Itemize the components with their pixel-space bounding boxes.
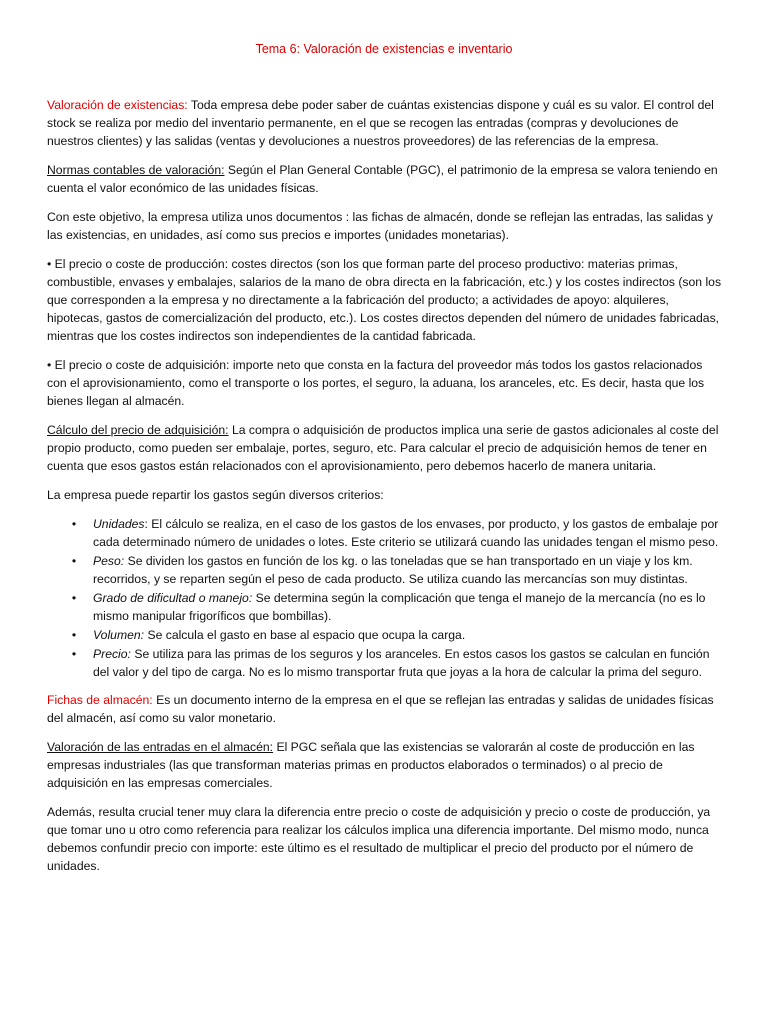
- paragraph-fichas-almacen: [47, 691, 723, 727]
- criterion-term: Volumen:: [93, 628, 145, 642]
- bullet-icon: •: [71, 517, 77, 531]
- paragraph-calculo-adquisicion: [47, 421, 723, 475]
- paragraph-precio-produccion: • El precio o coste de producción: costes directos (son los que forman parte del proceso productivo: materias primas, combustible, envases y embalajes, salarios de la mano de obra directa en la fabricación, etc.) y los costes indirectos (son los que corresponden a la empresa y no directamente a la fabricación del producto; a actividades de apoyo: alquileres, hipotecas, gastos de comercialización del producto, etc.). Los costes directos dependen del número de unidades fabricadas, mientras que los costes indirectos son independientes de la cantidad fabricada.: [47, 257, 722, 343]
- paragraph-valoracion-entradas: [47, 738, 723, 792]
- page-title: Tema 6: Valoración de existencias e inventario: [255, 42, 513, 56]
- document-body: [47, 96, 723, 886]
- bullet-icon: •: [71, 628, 77, 642]
- paragraph-criterios-intro: La empresa puede repartir los gastos según diversos criterios:: [47, 488, 384, 502]
- criterion-separator: :: [144, 517, 152, 531]
- list-item: [47, 626, 723, 644]
- list-item: [47, 552, 723, 588]
- paragraph-objetivo: Con este objetivo, la empresa utiliza unos documentos : las fichas de almacén, donde se reflejan las entradas, las salidas y las existencias, en unidades, así como sus precios e importes (unidades monetarias).: [47, 210, 713, 242]
- bullet-icon: •: [71, 591, 77, 605]
- criterion-text: Se utiliza para las primas de los seguros y los aranceles. En estos casos los gastos se calculan en función del valor y del tipo de carga. No es lo mismo transportar fruta que joyas a la hora de calcular la prima del seguro.: [93, 647, 710, 679]
- heading-valoracion-existencias: Valoración de existencias:: [47, 98, 188, 112]
- heading-valoracion-entradas: Valoración de las entradas en el almacén:: [47, 740, 274, 754]
- criterion-text: El cálculo se realiza, en el caso de los gastos de los envases, por producto, y los gastos de embalaje por cada determinado número de unidades o lotes. Este criterio se utilizará cuando las unidades tengan el mismo peso.: [93, 517, 719, 549]
- heading-calculo-adquisicion: Cálculo del precio de adquisición:: [47, 423, 229, 437]
- paragraph-text: El PGC señala que las existencias se valorarán al coste de producción en las empresas industriales (las que transforman materias primas en productos elaborados o terminados) o al precio de adquisición en las empresas comerciales.: [47, 740, 695, 790]
- paragraph-text: Es un documento interno de la empresa en el que se reflejan las entradas y salidas de unidades físicas del almacén, así como su valor monetario.: [47, 693, 714, 725]
- paragraph-precio-adquisicion: • El precio o coste de adquisición: importe neto que consta en la factura del proveedor más todos los gastos relacionados con el aprovisionamiento, como el transporte o los portes, el seguro, la aduana, los aranceles, etc. Es decir, hasta que los bienes llegan al almacén.: [47, 358, 705, 408]
- paragraph-diferencia-precio: Además, resulta crucial tener muy clara la diferencia entre precio o coste de adquisición y precio o coste de producción, ya que tomar uno u otro como referencia para realizar los cálculos implica una diferencia importante. Del mismo modo, nunca debemos confundir precio con importe: este último es el resultado de multiplicar el precio del producto por el número de unidades.: [47, 805, 711, 873]
- paragraph-text: La compra o adquisición de productos implica una serie de gastos adicionales al coste del propio producto, como pueden ser embalaje, portes, seguro, etc. Para calcular el precio de adquisición hemos de tener en cuenta que esos gastos están relacionados con el aprovisionamiento, pero debemos hacerlo de manera unitaria.: [47, 423, 719, 473]
- list-item: [47, 515, 723, 551]
- paragraph-text: Según el Plan General Contable (PGC), el patrimonio de la empresa se valora teniendo en cuenta el valor económico de las unidades físicas.: [47, 163, 718, 195]
- bullet-icon: •: [71, 647, 77, 661]
- paragraph-valoracion-existencias: [47, 96, 723, 150]
- criterion-term: Precio:: [93, 647, 131, 661]
- criteria-list: [47, 515, 723, 681]
- criterion-term: Unidades: [93, 517, 145, 531]
- heading-normas-contables: Normas contables de valoración:: [47, 163, 225, 177]
- criterion-text: Se dividen los gastos en función de los kg. o las toneladas que se han transportado en un viaje y los km. recorridos, y se reparten según el peso de cada producto. Se utiliza cuando las mercancías son muy distintas.: [93, 554, 693, 586]
- list-item: [47, 589, 723, 625]
- list-item: [47, 645, 723, 681]
- criterion-text: Se calcula el gasto en base al espacio que ocupa la carga.: [147, 628, 466, 642]
- criterion-term: Peso:: [93, 554, 125, 568]
- paragraph-normas-contables: [47, 161, 723, 197]
- bullet-icon: •: [71, 554, 77, 568]
- criterion-text: Se determina según la complicación que tenga el manejo de la mercancía (no es lo mismo manipular frigoríficos que bombillas).: [93, 591, 706, 623]
- criterion-term: Grado de dificultad o manejo:: [93, 591, 253, 605]
- paragraph-text: Toda empresa debe poder saber de cuántas existencias dispone y cuál es su valor. El control del stock se realiza por medio del inventario permanente, en el que se recogen las entradas (compras y devoluciones de nuestros clientes) y las salidas (ventas y devoluciones a nuestros proveedores) de las referencias de la empresa.: [47, 98, 714, 148]
- heading-fichas-almacen: Fichas de almacén:: [47, 693, 153, 707]
